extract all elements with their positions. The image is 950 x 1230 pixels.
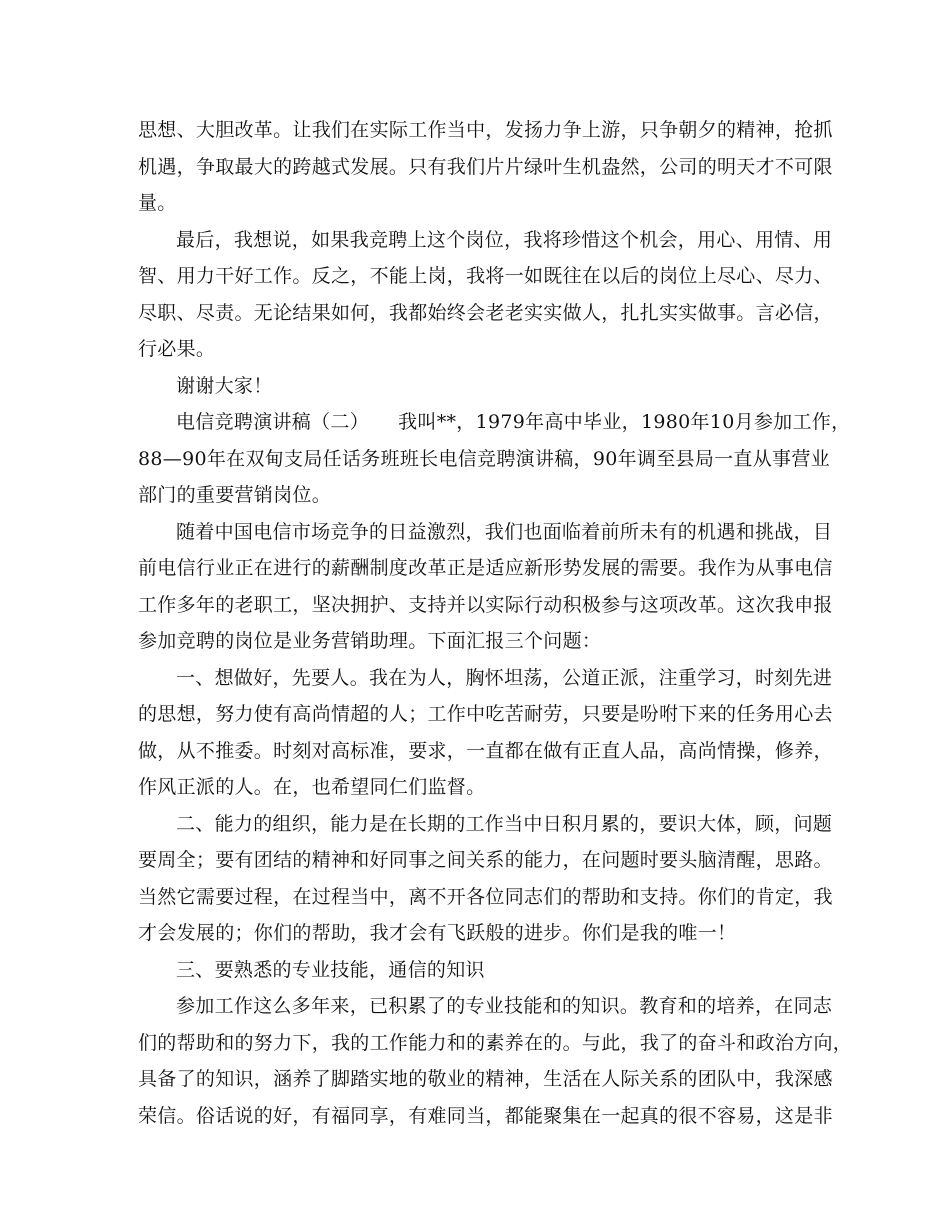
text-line: 具备了的知识，涵养了脚踏实地的敬业的精神，生活在人际关系的团队中，我深感 xyxy=(138,1068,833,1090)
text-line: 们的帮助和的努力下，我的工作能力和的素养在的。与此，我了的奋斗和政治方向， xyxy=(138,1031,853,1054)
text-line: 参加竞聘的岗位是业务营销助理。下面汇报三个问题： xyxy=(138,630,602,652)
paragraph-start-line: 最后，我想说，如果我竞聘上这个岗位，我将珍惜这个机会，用心、用情、用 xyxy=(176,228,833,251)
text-line: 工作多年的老职工，坚决拥护、支持并以实际行动积极参与这项改革。这次我申报 xyxy=(138,593,833,616)
text-line: 作风正派的人。在，也希望同仁们监督。 xyxy=(138,776,486,798)
document-body xyxy=(138,112,853,1134)
paragraph-start-line: 二、能力的组织，能力是在长期的工作当中日积月累的，要识大体，顾，问题 xyxy=(176,812,833,835)
text-line: 行必果。 xyxy=(138,338,216,360)
paragraph-start-line: 三、要熟悉的专业技能，通信的知识 xyxy=(176,958,485,981)
text-line: 做，从不推委。时刻对高标准，要求，一直都在做有正直人品，高尚情操，修养， xyxy=(138,739,833,762)
text-line: 智、用力干好工作。反之，不能上岗，我将一如既往在以后的岗位上尽心、尽力、 xyxy=(138,265,833,287)
text-line: 88—90年在双甸支局任话务班班长电信竞聘演讲稿，90年调至县局一直从事营业 xyxy=(138,447,830,470)
paragraph-start-line: 一、想做好，先要人。我在为人，胸怀坦荡，公道正派，注重学习，时刻先进 xyxy=(176,666,833,689)
text-line: 要周全；要有团结的精神和好同事之间关系的能力，在问题时要头脑清醒，思路。 xyxy=(138,849,833,871)
text-line: 的思想，努力使有高尚情超的人；工作中吃苦耐劳，只要是吩咐下来的任务用心去 xyxy=(138,703,833,725)
closing-thanks-line: 谢谢大家！ xyxy=(176,374,273,397)
text-line: 前电信行业正在进行的薪酬制度改革正是适应新形势发展的需要。我作为从事电信 xyxy=(138,557,833,579)
text-line: 尽职、尽责。无论结果如何，我都始终会老老实实做人，扎扎实实做事。言必信， xyxy=(138,301,833,324)
text-line: 部门的重要营销岗位。 xyxy=(138,484,332,506)
text-line: 当然它需要过程，在过程当中，离不开各位同志们的帮助和支持。你们的肯定，我 xyxy=(138,885,833,908)
text-line: 荣信。俗话说的好，有福同享，有难同当，都能聚集在一起真的很不容易，这是非 xyxy=(138,1104,833,1127)
text-line: 量。 xyxy=(138,192,177,214)
text-line: 机遇，争取最大的跨越式发展。只有我们片片绿叶生机盎然，公司的明天才不可限 xyxy=(138,155,833,178)
paragraph-start-line: 参加工作这么多年来，已积累了的专业技能和的知识。教育和的培养，在同志 xyxy=(176,995,833,1017)
paragraph-start-line: 随着中国电信市场竞争的日益激烈，我们也面临着前所未有的机遇和挑战，目 xyxy=(176,520,833,543)
section-title-line: 电信竞聘演讲稿（二） 我叫**，1979年高中毕业，1980年10月参加工作， xyxy=(176,411,851,433)
text-line: 才会发展的；你们的帮助，我才会有飞跃般的进步。你们是我的唯一！ xyxy=(138,922,737,944)
text-line: 思想、大胆改革。让我们在实际工作当中，发扬力争上游，只争朝夕的精神，抢抓 xyxy=(138,119,833,141)
